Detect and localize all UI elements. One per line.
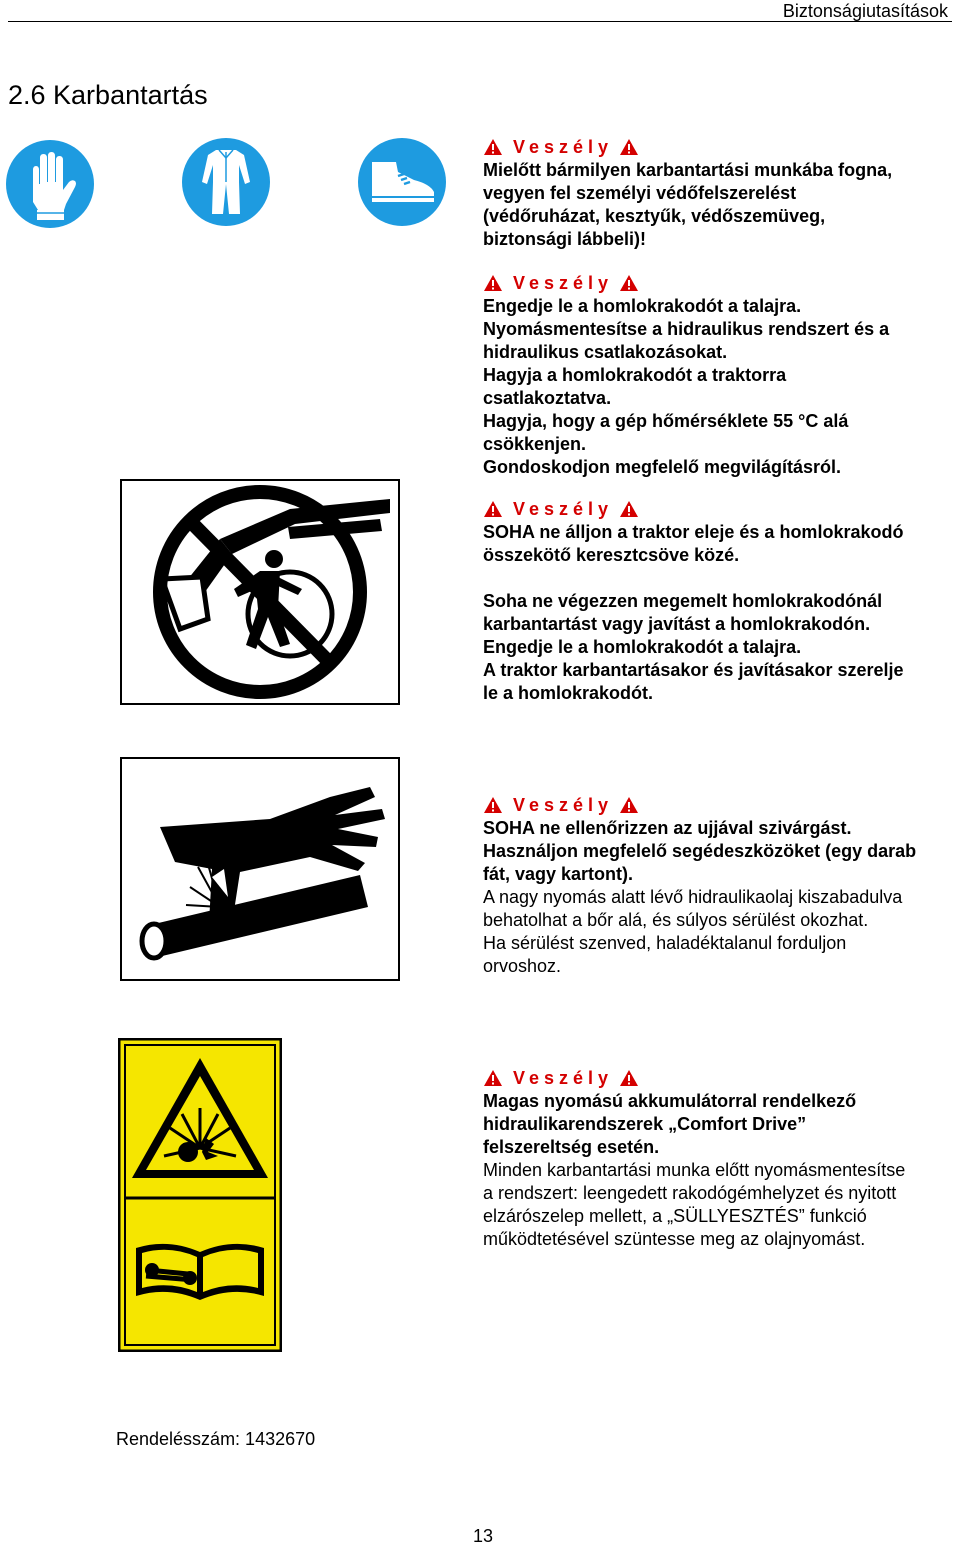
- text-line: orvoshoz.: [483, 956, 562, 976]
- warning-triangle-icon: [483, 796, 503, 814]
- text-line: Soha ne végezzen megemelt homlokrakodónál: [483, 591, 883, 611]
- text-line: behatolhat a bőr alá, és súlyos sérülést okozhat.: [483, 910, 869, 930]
- danger-block-preparation: [483, 271, 889, 479]
- text-line: hidraulikus csatlakozásokat.: [483, 342, 728, 362]
- text-line: Mielőtt bármilyen karbantartási munkába fogna,: [483, 160, 893, 180]
- text-line: elzárószelep mellett, a „SÜLLYESZTÉS” funkció: [483, 1206, 867, 1226]
- text-line: csökkenjen.: [483, 434, 587, 454]
- text-line: Hagyja a homlokrakodót a traktorra: [483, 365, 787, 385]
- read-manual-icon: [136, 1244, 264, 1300]
- text-line: Gondoskodjon megfelelő megvilágításról.: [483, 457, 842, 477]
- text-line: Engedje le a homlokrakodót a talajra.: [483, 637, 802, 657]
- warning-triangle-icon: [483, 1069, 503, 1087]
- warning-triangle-icon: [483, 138, 503, 156]
- text-line: le a homlokrakodót.: [483, 683, 654, 703]
- text-line: SOHA ne álljon a traktor eleje és a homlokrakodó: [483, 522, 904, 542]
- text-line: Engedje le a homlokrakodót a talajra.: [483, 296, 802, 316]
- danger-heading: [483, 135, 892, 159]
- danger-heading: [483, 497, 904, 521]
- text-line: biztonsági lábbeli)!: [483, 229, 647, 249]
- danger-block-ppe: [483, 135, 892, 251]
- warning-triangle-icon: [483, 274, 503, 292]
- text-line: (védőruházat, kesztyűk, védőszemüveg,: [483, 206, 826, 226]
- warning-triangle-icon: [619, 138, 639, 156]
- text-line: SOHA ne ellenőrizzen az ujjával szivárgást.: [483, 818, 852, 838]
- order-number: Rendelésszám: 1432670: [116, 1429, 316, 1449]
- warning-triangle-icon: [619, 796, 639, 814]
- text-line: Nyomásmentesítse a hidraulikus rendszert és a: [483, 319, 890, 339]
- text-line: A nagy nyomás alatt lévő hidraulikaolaj kiszabadulva: [483, 887, 903, 907]
- danger-block-crossbar: [483, 497, 904, 705]
- danger-label: Veszély: [513, 136, 614, 157]
- danger-heading: [483, 1066, 905, 1090]
- overalls-icon: [182, 138, 270, 231]
- danger-block-accumulator: [483, 1066, 905, 1251]
- no-standing-under-loader-icon: [120, 479, 400, 710]
- danger-block-leak-check: [483, 793, 916, 978]
- text-line: fát, vagy kartont).: [483, 864, 634, 884]
- danger-label: Veszély: [513, 794, 614, 815]
- hydraulic-injection-hazard-icon: [120, 757, 400, 986]
- warning-triangle-icon: [619, 500, 639, 518]
- accumulator-warning-label: [118, 1038, 282, 1357]
- danger-label: Veszély: [513, 498, 614, 519]
- text-line: A traktor karbantartásakor és javításakor szerelje: [483, 660, 904, 680]
- danger-heading: [483, 271, 889, 295]
- danger-label: Veszély: [513, 272, 614, 293]
- text-line: Ha sérülést szenved, haladéktalanul forduljon: [483, 933, 847, 953]
- text-line: felszereltség esetén.: [483, 1137, 660, 1157]
- text-line: Használjon megfelelő segédeszközöket (egy darab: [483, 841, 917, 861]
- text-line: Hagyja, hogy a gép hőmérséklete 55 °C alá: [483, 411, 849, 431]
- section-title: 2.6 Karbantartás: [8, 80, 208, 110]
- page-header-title: Biztonságiutasítások: [782, 1, 948, 21]
- gloves-icon: [6, 140, 94, 233]
- page-number: 13: [473, 1526, 494, 1546]
- text-line: Minden karbantartási munka előtt nyomásmentesítse: [483, 1160, 906, 1180]
- text-line: vegyen fel személyi védőfelszerelést: [483, 183, 797, 203]
- text-line: hidraulikarendszerek „Comfort Drive”: [483, 1114, 807, 1134]
- header-rule: [8, 21, 952, 22]
- text-line: összekötő keresztcsöve közé.: [483, 545, 740, 565]
- text-line: Magas nyomású akkumulátorral rendelkező: [483, 1091, 857, 1111]
- text-line: karbantartást vagy javítást a homlokrakodón.: [483, 614, 871, 634]
- warning-triangle-icon: [483, 500, 503, 518]
- warning-triangle-icon: [619, 274, 639, 292]
- safety-boot-icon: [358, 138, 446, 231]
- text-line: csatlakoztatva.: [483, 388, 612, 408]
- warning-triangle-icon: [619, 1069, 639, 1087]
- danger-heading: [483, 793, 916, 817]
- danger-label: Veszély: [513, 1067, 614, 1088]
- text-line: a rendszert: leengedett rakodógémhelyzet és nyitott: [483, 1183, 897, 1203]
- text-line: működtetésével szüntesse meg az olajnyomást.: [483, 1229, 866, 1249]
